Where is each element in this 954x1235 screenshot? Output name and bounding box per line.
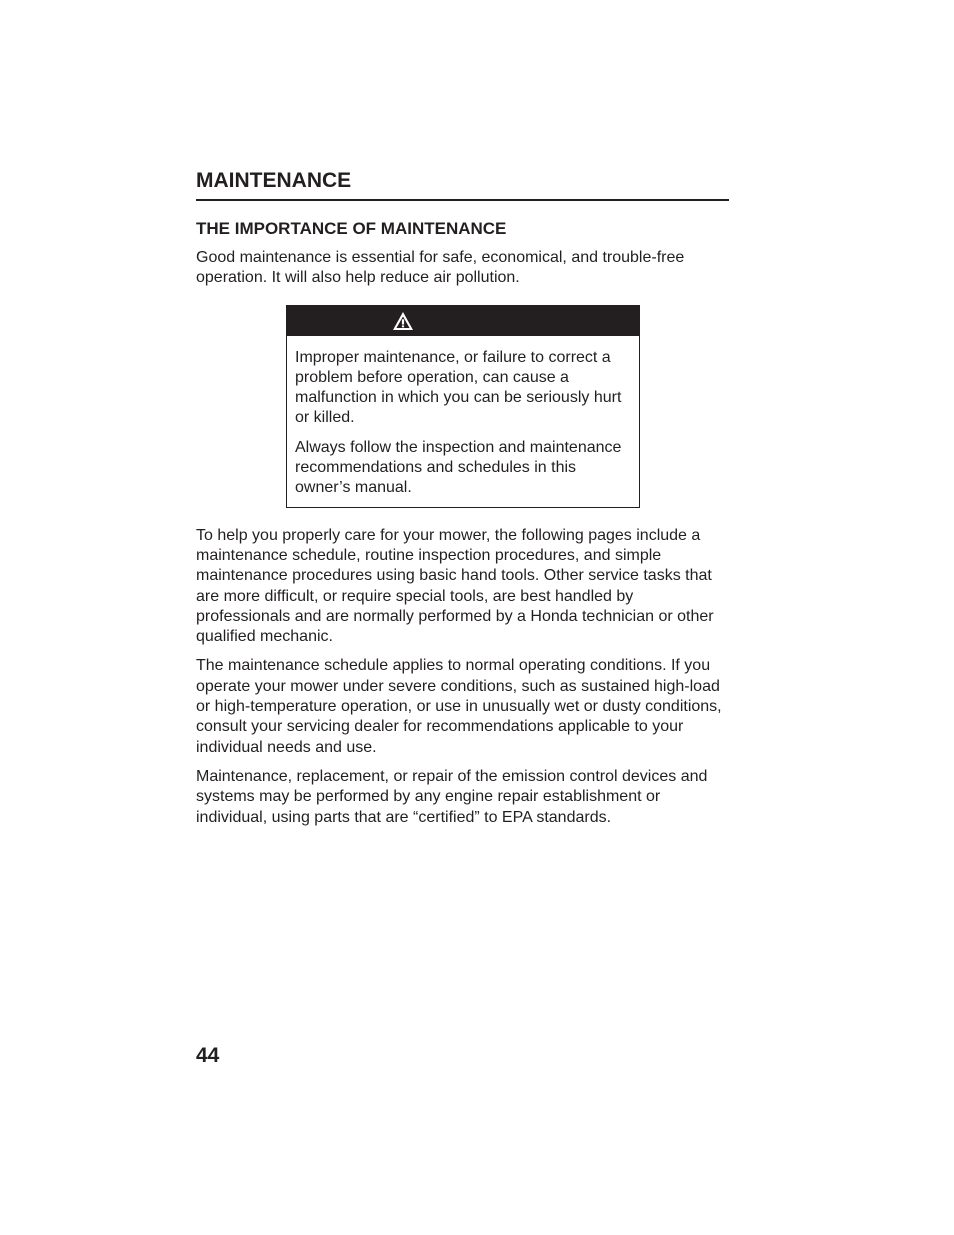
warning-box [286,305,640,508]
section-title: MAINTENANCE [196,168,729,201]
warning-header [287,306,639,336]
warning-body [287,336,639,507]
warning-paragraph: Always follow the inspection and maintenance recommendations and schedules in this owner’s manual. [295,438,622,497]
page-content [196,168,729,828]
subsection-title: THE IMPORTANCE OF MAINTENANCE [196,219,507,238]
body-paragraph: The maintenance schedule applies to normal operating conditions. If you operate your mower under severe conditions, such as sustained high-load or high-temperature operation, or use in unusually wet or dusty conditions, consult your servicing dealer for recommendations applicable to your individual needs and use. [196,657,722,756]
warning-paragraph: Improper maintenance, or failure to correct a problem before operation, can cause a malfunction in which you can be seriously hurt or killed. [295,348,622,427]
body-text [196,526,729,828]
warning-triangle-icon [392,311,414,331]
page-number: 44 [196,1044,220,1067]
intro-paragraph: Good maintenance is essential for safe, economical, and trouble-free operation. It will also help reduce air pollution. [196,249,685,287]
body-paragraph: To help you properly care for your mower, the following pages include a maintenance schedule, routine inspection procedures, and simple maintenance procedures using basic hand tools. Other service tasks that are more difficult, or require special tools, are best handled by professionals and are normally performed by a Honda technician or other qualified mechanic. [196,526,714,646]
body-paragraph: Maintenance, replacement, or repair of the emission control devices and systems may be performed by any engine repair establishment or individual, using parts that are “certified” to EPA standards. [196,767,708,826]
